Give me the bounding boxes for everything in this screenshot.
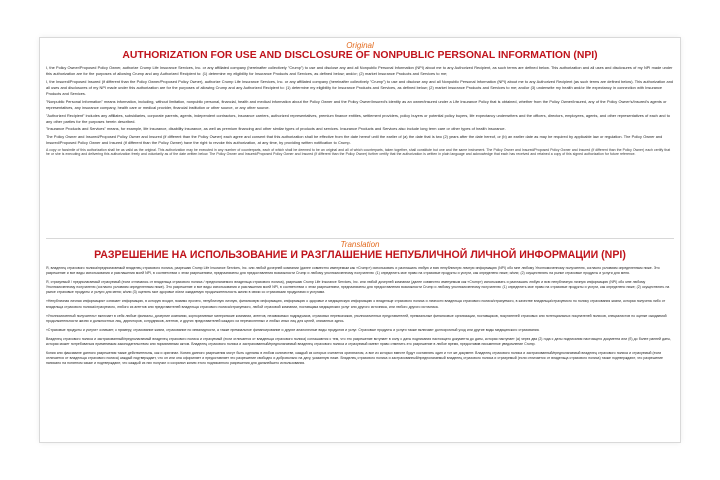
original-paragraph-2: I, the Insured/Proposed Insured (if different than the Policy Owner/Proposed Policy Owner), authorize Crump Life Insurance Services, Inc. or any affiliated company (hereinafter collectively "Crump") to use and disclose any and all Nonpublic Personal Information (NPI) about me to any Authorized Recipient (as such terms are defined below). This authorization and all uses and disclosures of my NPI made under this authorization are for the purposes of allowing Crump and any Authorized Recipient to: (1) determine my eligibility for Insurance Products and Services, as defined below; (2) market Insurance Products and Services to me; and/or (3) underwrite my health and/or life expectancy in connection with Insurance Products and Services. [46, 79, 673, 97]
original-paragraph-4: "Authorized Recipient" includes any affiliates, subsidiaries, corporate parents, agents, independent contractors, insurance carriers, authorized representatives, premium finance entities, settlement providers, policy buyers or potential policy buyers, life expectancy underwriters and the officers, directors, employees, agents, and other representatives of each and to any other parties for the purposes herein described. [46, 113, 670, 124]
original-paragraph-1: I, the Policy Owner/Proposed Policy Owner, authorize Crump Life Insurance Services, Inc. or any affiliated company (hereinafter collectively "Crump") to use and disclose any and all Nonpublic Personal Information (NPI) about me to any Authorized Recipient, as such terms are defined below. This authorization and all uses and disclosures of my NPI made under this authorization are for the purposes of allowing Crump and any Authorized Recipient to: (1) determine my eligibility for Insurance Products and Services, as defined below; and/or; (2) market Insurance Products and Services to me; [46, 66, 673, 77]
translation-paragraph-7: Копия или факсимиле данного разрешения также действительны, как и оригинал. Копию данного разрешения могут быть сделаны в любом количестве, каждый из которых считается оригиналом, а все из которых вместе будут составлять один и тот же документ. Владелец страхового полиса и застрахованный/предполагаемый владелец страхового полиса и страхуемый (если отличается от владельца страхового полиса) каждый подтверждает, что он или она оформляет и предоставляет это разрешение свободно и добровольно на дату, указанную ниже. Владелец страхового полиса и застрахованный/предполагаемый владелец страхового полиса и страхуемый (если отличается от владельца страхового полиса) также подтверждают, что разрешение написано на понятном языке и подтверждают, что каждый из них получил и сохранил копию этого подписанного разрешения для дальнейшего использования. [46, 351, 663, 366]
translation-paragraph-4: «Уполномоченный получатель» включает в себя любые филиалы, дочерние компании, корпоративные материнские компании, агентов, независимых подрядчиков, страховых перевозчиков, уполномоченных представителей, премиальные финансовые организации, поставщиков, покупателей страховых или потенциальных покупателей полисов, специалистов по оценке ожидаемой продолжительности жизни и должностных лиц, директоров, сотрудников, агентов, и других представителей каждого из перечисленных и любых иных лиц для целей, описанных здесь. [46, 313, 667, 323]
translation-paragraph-6: Владелец страхового полиса и застрахованный/предполагаемый владелец страхового полиса и страхуемый (если отличается от владельца страхового полиса) соглашаются с тем, что это разрешение вступает в силу с даты подписания настоящего документа до даты, которая наступает (а) через два (2) года с даты подписания настоящего документа или (б) до более ранней даты, которая может потребоваться применимым законодательством или нормативным актом. Владелец страхового полиса и застрахованный/предполагаемый владелец страхового полиса и страхуемый имеют право отменить это разрешение в любое время, предоставив письменное уведомление Crump. [46, 336, 671, 347]
original-section [46, 40, 674, 238]
original-paragraph-3: "Nonpublic Personal Information" means information, including, without limitation, nonpublic personal, financial, health and medical information about the Policy Owner and the Policy Owner/Insured's identity as an owner/insured under a Life Insurance Policy that is obtained, whether from the Policy Owner/Insured, any of the Policy Owner's/Insured's agents or representatives, any insurance company, health care or medical provider, financial institution or other source, or any other source. [46, 99, 667, 110]
translation-paragraph-1: Я, владелец страхового полиса/предполагаемый владелец страхового полиса, разрешаю Crump Life Insurance Services, Inc. или любой дочерней компании (далее совместно именуемым как «Crump») использовать и разглашать любую и всю непубличную личную информацию (NPI) обо мне любому Уполномоченному получателю, согласно условиям определенным ниже. Это разрешение и все виды использования и разглашения моей NPI, в соответствии с этим разрешением, предназначены для предоставления возможности Crump и любому уполномоченному получателю: (1) определить мое право на страховые продукты и услуги, как определено ниже; и/или; (2) осуществлять на рынке страховые продукты и услуги для меня. [46, 266, 660, 276]
original-title: AUTHORIZATION FOR USE AND DISCLOSURE OF NONPUBLIC PERSONAL INFORMATION (NPI) [122, 50, 598, 61]
translation-label: Translation [340, 240, 380, 249]
translation-section [46, 238, 674, 434]
original-paragraph-5: "Insurance Products and Services" means, for example, life insurance, disability insurance, as well as premium financing and other similar types of products and services. Insurance Products and Services also include long term care or other types of health insurance. [46, 127, 506, 132]
original-fine-print: A copy or facsimile of this authorization shall be as valid as the original. This authorization may be executed in any number of counterparts, each of which shall be deemed to be an original and all of which counterparts, taken together, shall constitute but one and the same instrument. The Policy Owner and Insured/Proposed Policy Owner and Insured (if different than the Policy Owner) each certify that he or she is executing and delivering this authorization freely and voluntarily as of the date written below. The Policy Owner and Insured/Proposed Policy Owner and Insured (if different than the Policy Owner) further certify that the authorization is written in plain language and acknowledge that each has received and retained a copy of this signed authorization for future reference. [46, 147, 671, 157]
translation-paragraph-2: Я, страхуемый / предполагаемый страхуемый (если отличаюсь от владельца страхового полиса / предполагаемого владельца страхового полиса), разрешаю Crump Life Insurance Services, Inc. или любой дочерней компании (далее совместно именуемым как «Crump») использовать и разглашать любую и всю непубличную личную информацию (NPI) обо мне любому Уполномоченному получателю (согласно условиям определенным ниже). Это разрешение и все виды использования и разглашения моей NPI, в соответствии с этим разрешением, предназначены для предоставления возможности Crump и любому уполномоченному получателю: (1) определить мое право на страховые продукты и услуги, как определено ниже; (2) осуществлять на рынке страховые продукты и услуги для меня; и/или (3) оценить мое здоровье и/или ожидаемую продолжительность жизни в связи со страховыми продуктами и услугами. [46, 280, 670, 295]
translation-paragraph-5: «Страховые продукты и услуги» означает, к примеру, страхование жизни, страхование по инвалидности, а также премиальное финансирование и другие аналогичные виды продуктов и услуг. Страховые продукты и услуги также включают долгосрочный уход или другие виды медицинского страхования. [46, 327, 540, 332]
original-paragraph-6: The Policy Owner and Insured/Proposed Policy Owner and Insured (if different than the Policy Owner) each agree and consent that this authorization shall be effective from the date hereof until the earlier of (a) the date that is two (2) years after the date hereof, or (b) an earlier date as may be required by applicable law or regulation. The Policy Owner and Insured/Proposed Policy Owner and Insured (if different than the Policy Owner) have the right to revoke this authorization, at any time, by providing written notification to Crump. [46, 134, 663, 146]
translation-title: РАЗРЕШЕНИЕ НА ИСПОЛЬЗОВАНИЕ И РАЗГЛАШЕНИЕ НЕПУБЛИЧНОЙ ЛИЧНОЙ ИНФОРМАЦИИ (NPI) [94, 249, 626, 261]
translation-paragraph-3: «Непубличная личная информация» означает информацию, в которую входит, помимо прочего, непубличную личную, финансовую информацию, информацию о здоровье и медицинскую информацию о владельце страхового полиса и личности владельца страхового полиса/страхуемого, в качестве владельца/страхуемого по полису страхования жизни, которая получена либо от владельца страхового полиса/страхуемого, любого из агентов или представителей владельца страхового полиса/страхуемого, любой страховой компании, поставщика медицинских услуг или другого источника, или любого другого источника. [46, 299, 666, 309]
document-page [40, 38, 680, 442]
original-label: Original [346, 41, 374, 50]
